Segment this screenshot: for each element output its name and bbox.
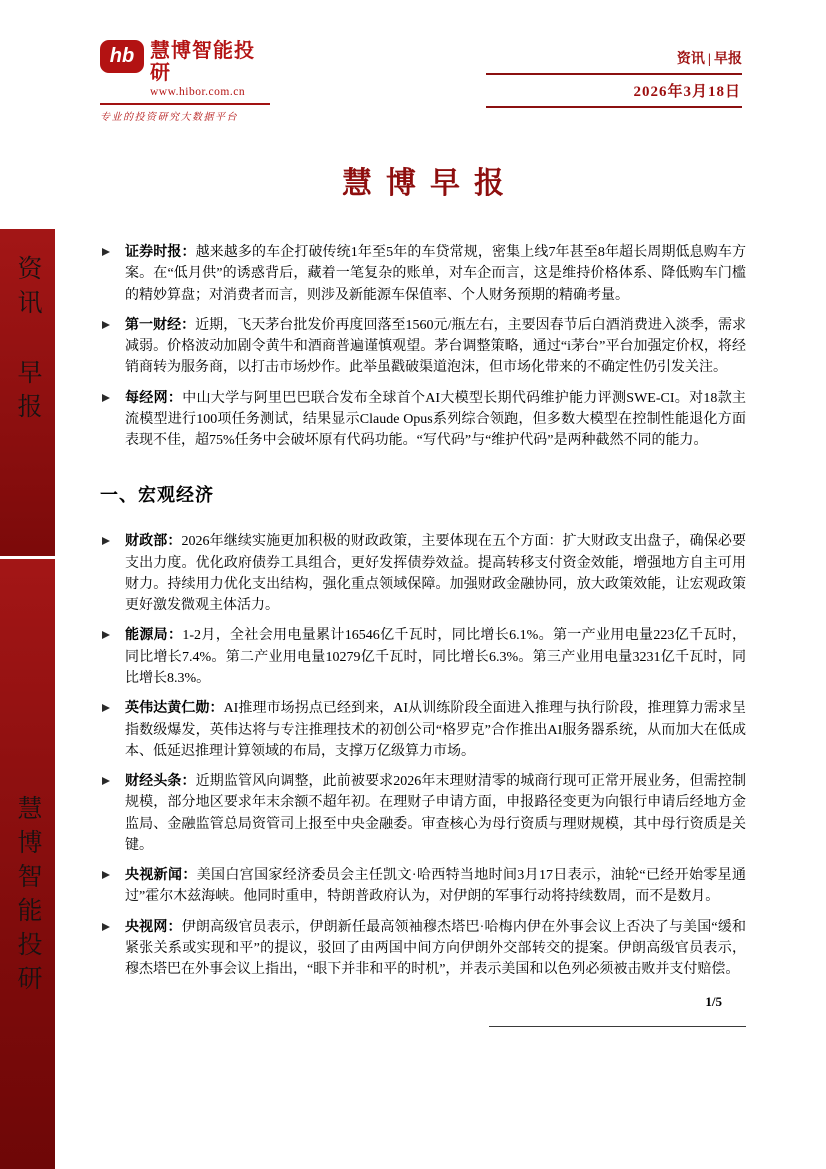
section-heading-macro: 一、宏观经济 — [100, 485, 214, 506]
report-date: 2026年3月18日 — [486, 75, 742, 108]
news-source-label: 央视网： — [125, 919, 182, 935]
main-content — [100, 158, 746, 1027]
news-item — [100, 698, 746, 762]
news-text — [125, 245, 746, 303]
news-text — [125, 318, 746, 376]
bullet-arrow-icon — [102, 631, 110, 639]
page-number: 1/5 — [705, 994, 722, 1010]
brand-tagline: 专业的投资研究大数据平台 — [100, 103, 270, 123]
news-text — [125, 920, 746, 978]
bullet-arrow-icon — [102, 537, 110, 545]
sidebar-top-band — [0, 229, 55, 556]
category-separator: | — [707, 52, 711, 67]
news-body: 2026年继续实施更加积极的财政政策，主要体现在五个方面：扩大财政支出盘子，确保必要支出力度。优化政府债券工具组合，更好发挥债券效益。提高转移支付资金效能，增强地方自主可用财力。持续用力优化支出结构，强化重点领域保障。加强财政金融协同，放大政策效能，让宏观政策更好激发微观主体活力。 — [125, 534, 747, 614]
subcategory-label: 早报 — [714, 52, 742, 67]
news-body: 伊朗高级官员表示，伊朗新任最高领袖穆杰塔巴·哈梅内伊在外事会议上否决了与美国“缓和紧张关系或实现和平”的提议，驳回了由两国中间方向伊朗外交部转交的提案。伊朗高级官员表示，穆杰塔巴在外事会议上指出，“眼下并非和平的时机”，并表示美国和以色列必须被击败并支付赔偿。 — [125, 919, 747, 978]
news-text — [125, 868, 746, 904]
news-body: 越来越多的车企打破传统1年至5年的车贷常规，密集上线7年甚至8年超长周期低息购车方案。在“低月供”的诱惑背后，藏着一笔复杂的账单，对车企而言，这是维持价格体系、降低购车门槛的精妙算盘；对消费者而言，则涉及新能源车保值率、个人财务预期的精确考量。 — [125, 245, 747, 303]
bullet-arrow-icon — [102, 923, 110, 931]
news-item — [100, 531, 746, 616]
news-item — [100, 315, 746, 379]
news-item — [100, 865, 746, 908]
news-source-label: 财政部： — [125, 534, 182, 550]
news-body: 1-2月，全社会用电量累计16546亿千瓦时，同比增长6.1%。第一产业用电量223亿千瓦时，同比增长7.4%。第二产业用电量10279亿千瓦时，同比增长6.3%。第三产业用电量3231亿千瓦时，同比增长8.3%。 — [125, 628, 747, 686]
news-text — [125, 774, 746, 853]
brand-logo-icon: hb — [100, 40, 144, 73]
news-source-label: 央视新闻： — [125, 868, 197, 884]
news-list-macro — [100, 531, 746, 980]
category-label: 资讯 — [676, 52, 705, 67]
brand-text-block — [150, 40, 270, 98]
news-body: AI推理市场拐点已经到来，AI从训练阶段全面进入推理与执行阶段，推理算力需求呈指数级爆发，英伟达将与专注推理技术的初创公司“格罗克”合作推出AI服务器系统，从而加大在低成本、低延迟推理计算领域的布局，支撑万亿级算力市场。 — [125, 701, 746, 759]
sidebar-bottom-band — [0, 559, 55, 1169]
news-body: 近期监管风向调整，此前被要求2026年末理财清零的城商行现可正常开展业务，但需控制规模，部分地区要求年末余额不超年初。在理财子申请方面，申报路径变更为向银行申请后经地方金监局、金融监管总局资管司上报至中央金融委。审查核心为母行资质与理财规模，其中母行资质是关键。 — [125, 774, 747, 853]
news-body: 美国白宫国家经济委员会主任凯文·哈西特当地时间3月17日表示，油轮“已经开始零星通过”霍尔木兹海峡。他同时重申，特朗普政府认为，对伊朗的军事行动将持续数周，而不是数月。 — [125, 868, 746, 905]
news-text — [125, 628, 746, 686]
bullet-arrow-icon — [102, 871, 110, 879]
news-text — [125, 534, 746, 613]
brand-name: 慧博智能投研 — [150, 40, 255, 84]
news-body: 中山大学与阿里巴巴联合发布全球首个AI大模型长期代码维护能力评测SWE-CI。对18款主流模型进行100项任务测试，结果显示Claude Opus系列综合领跑，但多数大模型在控制性能退化方面表现不佳，超75%任务中会破坏原有代码功能。“写代码”与“维护代码”是两种截然不同的能力。 — [125, 390, 747, 449]
sidebar-bottom-label: 慧博智能投研 — [14, 795, 41, 999]
bullet-arrow-icon — [102, 248, 110, 256]
news-body: 近期，飞天茅台批发价再度回落至1560元/瓶左右，主要因春节后白酒消费进入淡季，需求减弱。价格波动加剧令黄牛和酒商普遍谨慎观望。茅台调整策略，通过“i茅台”平台加强定价权，将经销商转为服务商，以打击市场炒作。此举虽戳破渠道泡沫，但市场化带来的不确定性仍引发关注。 — [125, 317, 747, 376]
bullet-arrow-icon — [102, 777, 110, 785]
bullet-arrow-icon — [102, 321, 110, 329]
brand-header — [100, 40, 270, 123]
header-meta — [486, 48, 742, 108]
website-link[interactable]: www.hibor.com.cn — [150, 86, 246, 98]
brand-logo-row — [100, 40, 270, 98]
category-row — [486, 48, 742, 75]
footer-divider — [489, 1026, 746, 1027]
page-title: 慧博早报 — [342, 167, 518, 200]
news-source-label: 证券时报： — [125, 245, 196, 260]
news-source-label: 第一财经： — [125, 317, 196, 333]
news-source-label: 英伟达黄仁勋： — [125, 701, 224, 717]
news-text — [125, 391, 746, 449]
news-text — [125, 701, 746, 759]
news-item — [100, 242, 746, 306]
news-list-top — [100, 242, 746, 451]
news-source-label: 财经头条： — [125, 774, 196, 790]
news-item — [100, 388, 746, 452]
bullet-arrow-icon — [102, 394, 110, 402]
bullet-arrow-icon — [102, 704, 110, 712]
news-item — [100, 625, 746, 689]
news-source-label: 能源局： — [125, 628, 183, 644]
sidebar-top-label: 资讯 早报 — [14, 255, 41, 427]
news-source-label: 每经网： — [125, 390, 183, 406]
news-item — [100, 771, 746, 856]
news-item — [100, 917, 746, 981]
